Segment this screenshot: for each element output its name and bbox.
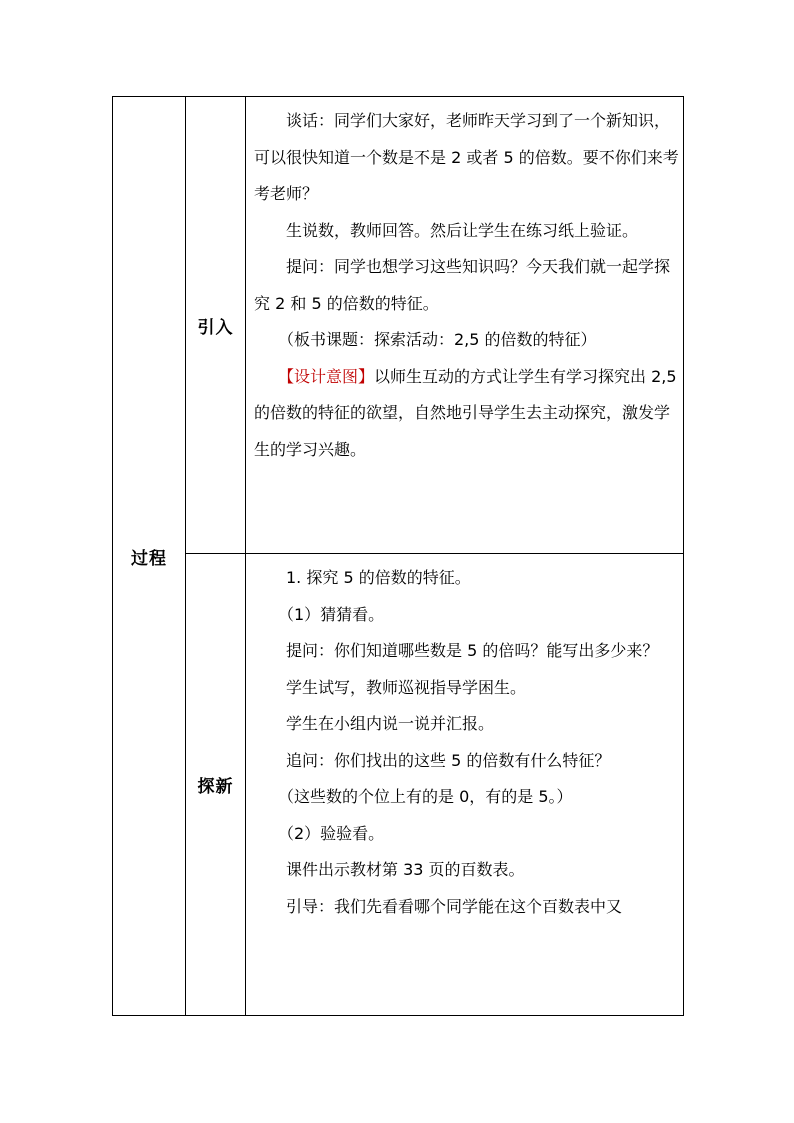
explore-paragraph: 学生试写，教师巡视指导学困生。 xyxy=(286,677,527,697)
design-intent-tag: 【设计意图】 xyxy=(278,366,375,386)
intro-paragraph: 生说数，教师回答。然后让学生在练习纸上验证。 xyxy=(286,220,639,240)
intro-board-title: （板书课题：探索活动：2,5 的倍数的特征） xyxy=(278,330,597,349)
explore-paragraph: 追问：你们找出的这些 5 的倍数有什么特征？ xyxy=(286,750,611,770)
explore-paragraph: 提问：你们知道哪些数是 5 的倍吗？能写出多少来？ xyxy=(286,641,659,660)
explore-content xyxy=(246,554,684,1016)
explore-paragraph: 学生在小组内说一说并汇报。 xyxy=(286,714,495,733)
explore-paragraph: 1. 探究 5 的倍数的特征。 xyxy=(286,568,471,587)
lesson-plan-table xyxy=(112,96,684,1016)
design-intent-paragraph xyxy=(254,359,679,469)
intro-row xyxy=(113,97,684,554)
explore-paragraph: （1）猜猜看。 xyxy=(278,604,385,624)
intro-paragraph: 谈话：同学们大家好，老师昨天学习到了一个新知识，可以很快知道一个数是不是 2 或者 5 的倍数。要不你们来考考老师？ xyxy=(254,111,679,203)
explore-row xyxy=(113,554,684,1016)
design-intent-text: 以师生互动的方式让学生有学习探究出 2,5 的倍数的特征的欲望，自然地引导学生去主动探究，激发学生的学习兴趣。 xyxy=(254,366,677,459)
intro-label: 引入 xyxy=(186,97,246,554)
explore-label: 探新 xyxy=(186,554,246,1016)
intro-paragraph: 提问：同学也想学习这些知识吗？今天我们就一起学探究 2 和 5 的倍数的特征。 xyxy=(254,257,671,313)
stage-label: 过程 xyxy=(113,97,186,1016)
explore-paragraph: （这些数的个位上有的是 0，有的是 5。） xyxy=(278,787,573,806)
explore-paragraph: 课件出示教材第 33 页的百数表。 xyxy=(286,860,525,879)
explore-paragraph: 引导：我们先看看哪个同学能在这个百数表中又 xyxy=(286,896,623,916)
intro-content xyxy=(246,97,684,554)
explore-paragraph: （2）验验看。 xyxy=(278,823,385,843)
